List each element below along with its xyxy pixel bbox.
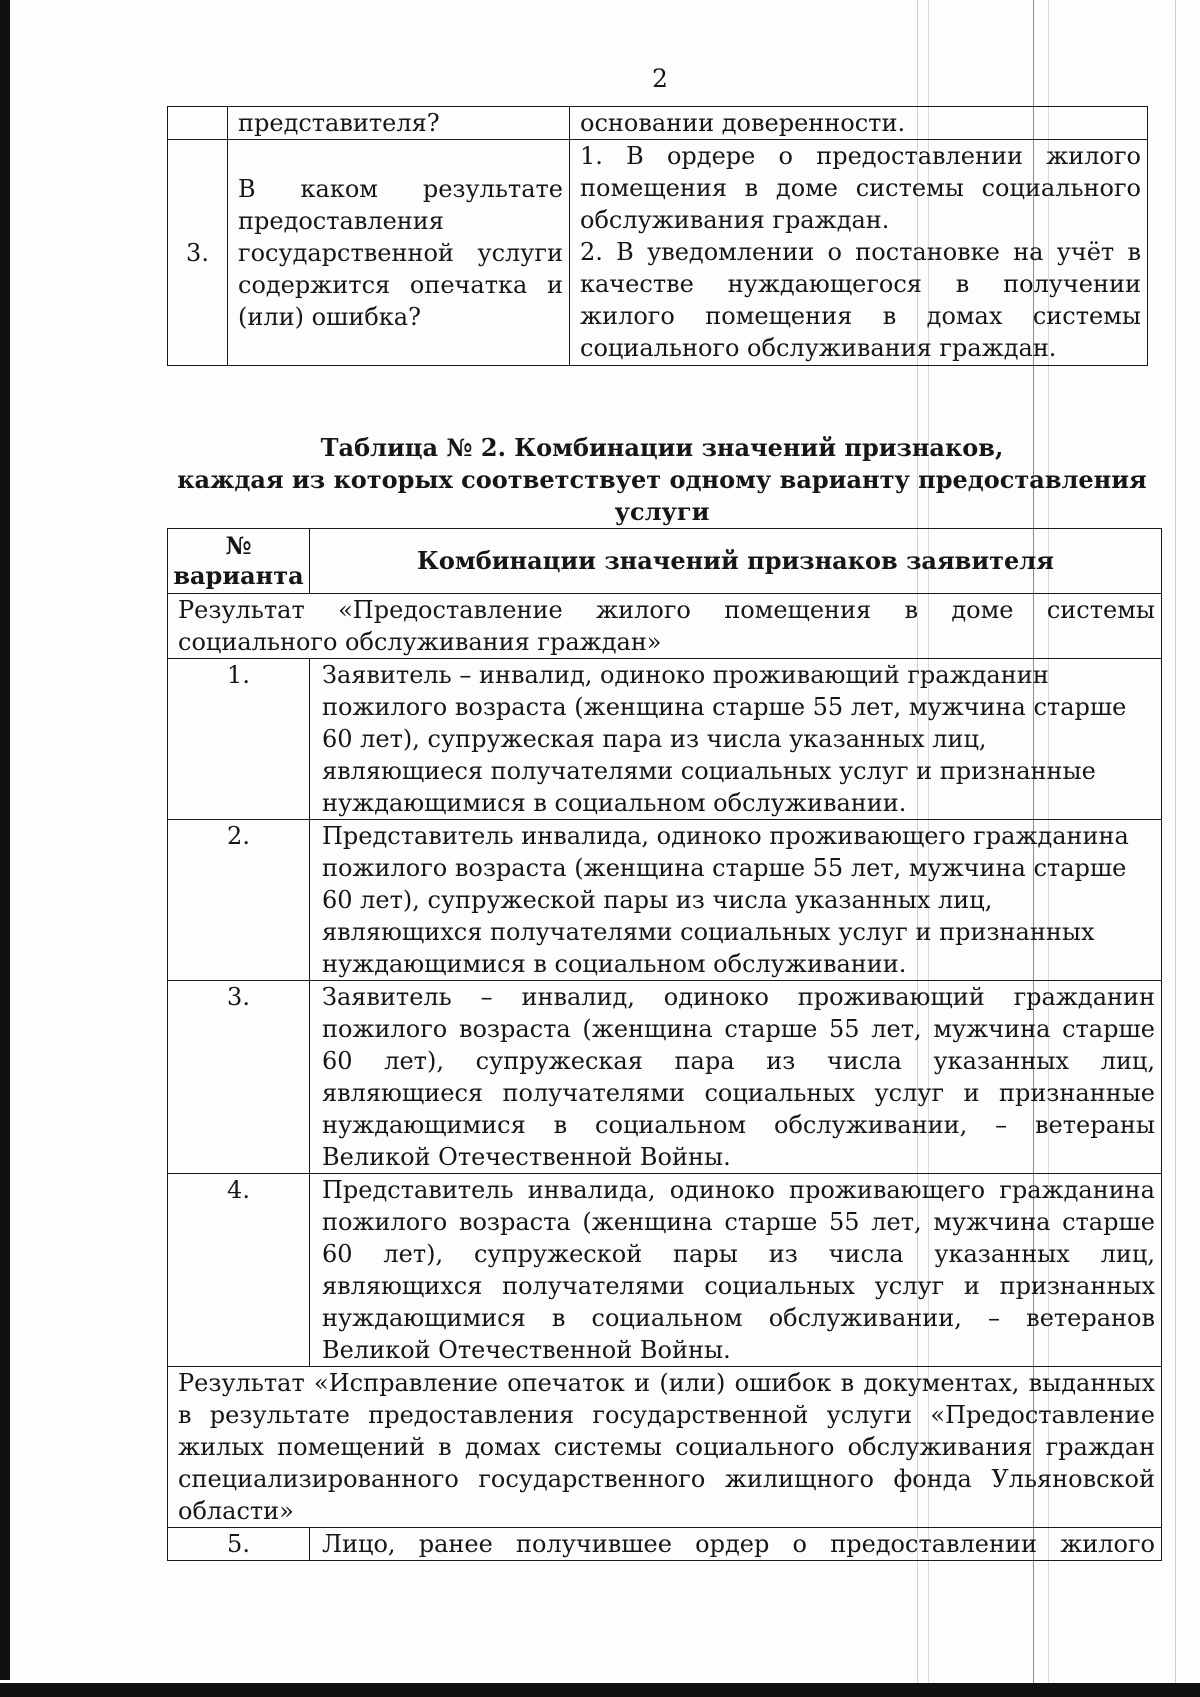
result-row — [168, 1367, 1162, 1528]
answer-cell — [570, 140, 1148, 366]
table-row — [168, 820, 1162, 981]
table-row — [168, 1528, 1162, 1561]
row-number-cell — [168, 107, 228, 140]
variant-text: Заявитель – инвалид, одиноко проживающий гражданин пожилого возраста (женщина старше 55 лет, мужчина старше 60 лет), супружеская пара из числа указанных лиц, являющиеся получателями социальных услуг и признанные нуждающимися в социальном обслуживании. — [310, 659, 1162, 820]
variant-text: Представитель инвалида, одиноко проживающего гражданина пожилого возраста (женщина старше 55 лет, мужчина старше 60 лет), супружеской пары из числа указанных лиц, являющихся получателями социальных услуг и признанных нуждающимися в социальном обслуживании. — [310, 820, 1162, 981]
table2-caption — [167, 432, 1157, 528]
answer-cell: основании доверенности. — [570, 107, 1148, 140]
table-row — [168, 140, 1148, 366]
row-number-cell: 3. — [168, 140, 228, 366]
question-cell: В каком результате предоставления государственной услуги содержится опечатка и (или) ошибка? — [228, 140, 570, 366]
result-heading-1: Результат «Предоставление жилого помещения в доме системы социального обслуживания граждан» — [168, 594, 1162, 659]
answer-item-1: 1. В ордере о предоставлении жилого помещения в доме системы социального обслуживания граждан. — [580, 142, 1141, 234]
question-cell: представителя? — [228, 107, 570, 140]
table-procedure-questions — [167, 106, 1148, 366]
table-row — [168, 1174, 1162, 1367]
answer-item-2: 2. В уведомлении о постановке на учёт в качестве нуждающегося в получении жилого помещения в домах системы социального обслуживания граждан. — [580, 238, 1141, 362]
result-row — [168, 594, 1162, 659]
table-variant-combinations — [167, 528, 1162, 1561]
variant-text: Заявитель – инвалид, одиноко проживающий гражданин пожилого возраста (женщина старше 55 лет, мужчина старше 60 лет), супружеская пара из числа указанных лиц, являющиеся получателями социальных услуг и признанные нуждающимися в социальном обслуживании, – ветераны Великой Отечественной Войны. — [310, 981, 1162, 1174]
variant-number: 1. — [168, 659, 310, 820]
header-variant-number: № варианта — [168, 529, 310, 594]
table-row — [168, 659, 1162, 820]
variant-number: 3. — [168, 981, 310, 1174]
scan-bottom-border — [0, 1683, 1200, 1697]
table-row — [168, 107, 1148, 140]
variant-number: 5. — [168, 1528, 310, 1561]
variant-number: 4. — [168, 1174, 310, 1367]
scan-left-border — [0, 0, 10, 1680]
page-number: 2 — [652, 64, 668, 93]
table-row — [168, 981, 1162, 1174]
caption-line-1: Таблица № 2. Комбинации значений признаков, — [320, 433, 1004, 462]
caption-line-2: каждая из которых соответствует одному варианту предоставления услуги — [177, 465, 1147, 526]
variant-number: 2. — [168, 820, 310, 981]
variant-text: Лицо, ранее получившее ордер о предоставлении жилого — [310, 1528, 1162, 1561]
result-heading-2: Результат «Исправление опечаток и (или) ошибок в документах, выданных в результате предоставления государственной услуги «Предоставление жилых помещений в домах системы социального обслуживания граждан специализированного государственного жилищного фонда Ульяновской области» — [168, 1367, 1162, 1528]
header-combinations: Комбинации значений признаков заявителя — [310, 529, 1162, 594]
table-header-row — [168, 529, 1162, 594]
variant-text: Представитель инвалида, одиноко проживающего гражданина пожилого возраста (женщина старше 55 лет, мужчина старше 60 лет), супружеской пары из числа указанных лиц, являющихся получателями социальных услуг и признанных нуждающимися в социальном обслуживании, – ветеранов Великой Отечественной Войны. — [310, 1174, 1162, 1367]
scan-artifact-line — [1175, 0, 1176, 1683]
